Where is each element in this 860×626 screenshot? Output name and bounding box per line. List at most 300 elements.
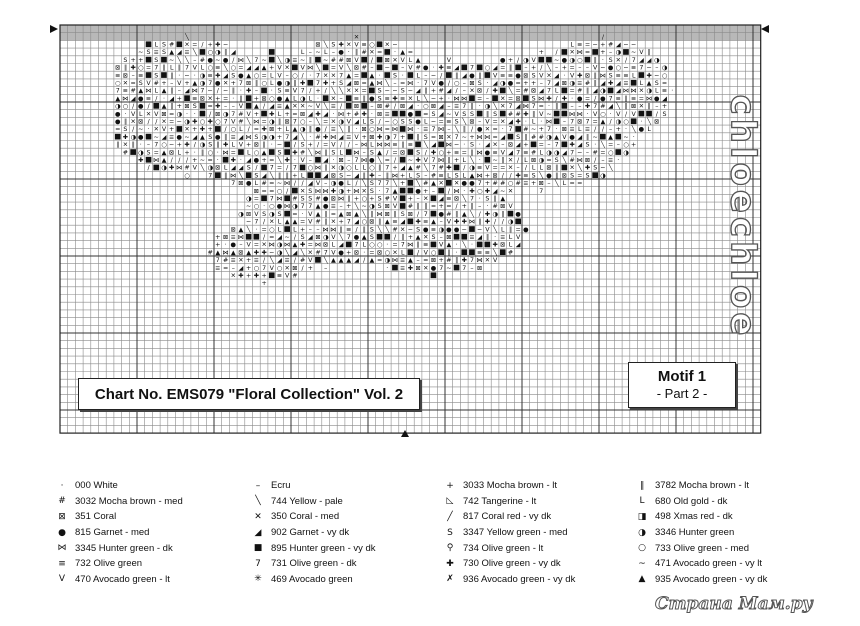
stitch-symbol: # <box>507 110 514 118</box>
stitch-symbol: ∥ <box>216 141 220 149</box>
stitch-symbol: / <box>555 49 558 57</box>
stitch-symbol: / <box>301 264 304 272</box>
stitch-symbol: – <box>308 118 312 126</box>
stitch-symbol: ◢ <box>338 133 344 141</box>
stitch-symbol: V <box>593 64 598 72</box>
stitch-solid <box>384 72 390 78</box>
stitch-symbol: ◑ <box>600 87 606 95</box>
stitch-symbol: ~ <box>215 56 221 64</box>
stitch-symbol: ✚ <box>584 103 591 111</box>
stitch-symbol: # <box>446 210 452 218</box>
stitch-symbol: ◑ <box>276 241 283 249</box>
stitch-symbol: ∥ <box>385 172 389 180</box>
stitch-symbol: S <box>369 118 374 126</box>
stitch-symbol: + <box>453 157 460 164</box>
stitch-symbol: + <box>330 80 337 87</box>
stitch-symbol: ◑ <box>176 110 183 118</box>
legend-symbol: ▲ <box>638 574 646 585</box>
stitch-symbol: 7 <box>469 64 475 72</box>
stitch-symbol: V <box>423 157 428 164</box>
stitch-symbol: = <box>430 203 437 211</box>
stitch-symbol: ≡ <box>215 264 221 272</box>
stitch-symbol: ≡ <box>400 264 406 272</box>
stitch-symbol: ≡ <box>523 172 529 180</box>
stitch-symbol: ╲ <box>385 226 390 234</box>
stitch-symbol: V <box>616 110 621 118</box>
stitch-symbol: ⋈ <box>322 226 329 234</box>
stitch-solid <box>346 242 352 248</box>
stitch-symbol: ∥ <box>455 210 459 218</box>
legend-symbol: ⋈ <box>57 543 67 554</box>
stitch-symbol: ⊠ <box>253 141 260 149</box>
stitch-symbol: S <box>154 72 159 80</box>
stitch-symbol: ◢ <box>515 141 521 149</box>
stitch-symbol: ▲ <box>400 49 406 57</box>
stitch-symbol: / <box>263 218 266 226</box>
stitch-symbol: – <box>339 203 343 211</box>
legend-label: 000 White <box>75 480 118 492</box>
stitch-symbol: ≡ <box>423 218 429 226</box>
stitch-symbol: ~ <box>407 87 414 95</box>
stitch-symbol: S <box>531 72 536 80</box>
stitch-symbol: ✕ <box>130 118 136 126</box>
stitch-symbol: ∥ <box>362 172 366 180</box>
stitch-symbol: ✚ <box>369 172 375 180</box>
stitch-symbol: # <box>500 180 506 188</box>
legend-item <box>634 556 767 572</box>
stitch-symbol: + <box>484 180 491 188</box>
stitch-symbol: = <box>592 118 598 126</box>
stitch-symbol: + <box>276 133 283 141</box>
stitch-symbol: ⋈ <box>322 187 329 195</box>
stitch-symbol: 7 <box>546 126 552 134</box>
stitch-symbol: # <box>315 218 321 226</box>
stitch-solid <box>631 80 637 86</box>
stitch-symbol: ▲ <box>284 218 290 226</box>
stitch-symbol: ◑ <box>615 49 622 57</box>
stitch-symbol: ▲ <box>284 95 290 103</box>
stitch-symbol: / <box>378 118 381 126</box>
stitch-symbol: ◢ <box>608 103 614 111</box>
stitch-symbol: ╲ <box>423 164 428 172</box>
stitch-symbol: / <box>470 126 474 134</box>
legend-item <box>250 540 376 556</box>
stitch-symbol: · <box>463 187 466 195</box>
stitch-symbol: L <box>462 172 467 180</box>
stitch-symbol: + <box>523 141 529 149</box>
stitch-symbol: ⊠ <box>115 64 121 72</box>
stitch-symbol: ▲ <box>554 133 560 141</box>
stitch-symbol: ✚ <box>253 249 260 257</box>
stitch-symbol: = <box>638 95 645 103</box>
stitch-symbol: ◢ <box>492 80 498 87</box>
stitch-symbol: V <box>331 249 336 257</box>
stitch-symbol: ● <box>415 118 421 126</box>
stitch-solid <box>215 126 221 132</box>
stitch-symbol: V <box>254 210 259 218</box>
stitch-symbol: V <box>446 218 452 226</box>
stitch-solid <box>523 95 529 101</box>
stitch-symbol: ✚ <box>430 149 437 157</box>
stitch-symbol: ≡ <box>446 195 452 203</box>
stitch-symbol: ✕ <box>284 264 290 272</box>
stitch-symbol: / <box>293 141 296 149</box>
stitch-symbol: / <box>517 56 520 64</box>
stitch-symbol: + <box>215 241 221 249</box>
stitch-symbol: ◢ <box>307 234 313 241</box>
stitch-symbol: / <box>355 226 358 234</box>
stitch-symbol: S <box>408 118 413 126</box>
center-marker-left <box>50 25 58 33</box>
center-marker-right <box>761 25 769 33</box>
stitch-symbol: ✚ <box>299 241 306 249</box>
stitch-symbol: ◑ <box>469 164 475 172</box>
stitch-symbol: ○ <box>215 118 221 126</box>
stitch-symbol: ∥ <box>123 118 127 126</box>
stitch-symbol: ○ <box>253 264 260 272</box>
stitch-symbol: ✚ <box>461 257 467 265</box>
stitch-symbol: L <box>508 241 513 249</box>
stitch-symbol: ∥ <box>277 118 282 126</box>
stitch-symbol: ╲ <box>454 126 459 134</box>
stitch-symbol: / <box>247 126 250 134</box>
stitch-symbol: S <box>369 149 374 157</box>
stitch-symbol: ◑ <box>384 257 391 265</box>
stitch-symbol: ◑ <box>338 187 344 195</box>
legend-symbol: # <box>58 496 66 507</box>
stitch-symbol: ◢ <box>354 172 359 180</box>
stitch-symbol: – <box>416 195 420 203</box>
stitch-symbol: ≡ <box>384 110 390 118</box>
stitch-symbol: ∥ <box>424 87 428 95</box>
stitch-symbol: ≡ <box>276 272 283 280</box>
stitch-symbol: 7 <box>285 133 290 141</box>
stitch-symbol: ● <box>607 64 614 72</box>
stitch-symbol: S <box>308 187 313 195</box>
stitch-symbol: S <box>208 133 213 141</box>
stitch-symbol: L <box>277 218 282 226</box>
stitch-symbol: – <box>609 49 613 57</box>
stitch-symbol: L <box>370 141 374 149</box>
stitch-symbol: ⋈ <box>576 49 583 57</box>
stitch-symbol: · <box>478 195 481 203</box>
stitch-symbol: 7 <box>223 118 228 126</box>
stitch-symbol: ⋈ <box>453 95 460 103</box>
legend-item <box>442 509 575 525</box>
stitch-solid <box>200 111 206 117</box>
legend-symbol: ○ <box>638 543 646 554</box>
stitch-symbol: S <box>277 210 282 218</box>
stitch-symbol: 7 <box>200 87 205 95</box>
stitch-symbol: V <box>485 118 490 126</box>
stitch-symbol: S <box>531 172 536 180</box>
stitch-symbol: ✚ <box>269 110 275 118</box>
stitch-symbol: – <box>601 157 605 164</box>
stitch-symbol: ⋈ <box>122 95 129 103</box>
stitch-symbol: 7 <box>554 141 559 149</box>
stitch-symbol: + <box>400 172 406 180</box>
stitch-symbol: ≡ <box>292 56 298 64</box>
stitch-symbol: ⊠ <box>430 257 437 265</box>
stitch-symbol: 7 <box>184 64 190 72</box>
stitch-symbol: + <box>407 234 414 241</box>
stitch-symbol: ≡ <box>492 149 498 157</box>
stitch-solid <box>377 65 383 71</box>
stitch-symbol: ≡ <box>215 64 221 72</box>
stitch-symbol: ╲ <box>547 64 551 72</box>
stitch-symbol: ◢ <box>492 64 498 72</box>
stitch-symbol: S <box>123 56 128 64</box>
stitch-symbol: = <box>569 180 575 188</box>
stitch-symbol: ∥ <box>593 56 597 64</box>
stitch-symbol: ✚ <box>646 72 652 80</box>
stitch-symbol: · <box>363 249 366 257</box>
stitch-symbol: ▲ <box>346 257 352 265</box>
stitch-symbol: = <box>584 41 591 49</box>
stitch-symbol: 7 <box>462 264 467 272</box>
stitch-symbol: = <box>207 157 213 164</box>
stitch-symbol: ● <box>222 56 229 64</box>
stitch-symbol: # <box>299 149 306 157</box>
stitch-symbol: · <box>470 241 474 249</box>
stitch-symbol: ~ <box>276 180 283 188</box>
stitch-symbol: ▲ <box>315 210 321 218</box>
stitch-symbol: ○ <box>507 180 514 188</box>
stitch-symbol: L <box>154 41 159 49</box>
stitch-solid <box>269 57 275 63</box>
stitch-symbol: ≡ <box>184 49 190 57</box>
stitch-symbol: ◢ <box>515 103 521 111</box>
stitch-symbol: ◢ <box>338 241 344 249</box>
stitch-symbol: + <box>538 126 544 134</box>
stitch-symbol: 7 <box>269 164 274 172</box>
stitch-symbol: ╲ <box>185 33 189 41</box>
stitch-solid <box>477 111 483 117</box>
stitch-symbol: V <box>146 80 151 87</box>
stitch-symbol: ⋈ <box>407 126 414 134</box>
stitch-symbol: ✕ <box>184 41 190 49</box>
stitch-symbol: ⊠ <box>515 95 521 103</box>
stitch-symbol: V <box>539 110 544 118</box>
chart-title-box <box>78 378 420 410</box>
stitch-symbol: ╲ <box>177 56 182 64</box>
stitch-symbol: ◢ <box>238 264 244 272</box>
stitch-symbol: ○ <box>600 110 606 118</box>
stitch-symbol: 7 <box>454 133 459 141</box>
stitch-symbol: ● <box>546 172 552 180</box>
stitch-symbol: / <box>555 95 558 103</box>
stitch-symbol: ◢ <box>230 49 236 57</box>
stitch-symbol: + <box>207 126 213 134</box>
stitch-symbol: ╲ <box>562 157 567 164</box>
stitch-symbol: ∥ <box>308 56 312 64</box>
stitch-symbol: # <box>261 180 267 188</box>
stitch-solid <box>408 72 414 78</box>
stitch-symbol: ▲ <box>246 72 252 80</box>
stitch-symbol: V <box>569 72 575 80</box>
stitch-symbol: V <box>277 64 282 72</box>
stitch-symbol: ⋈ <box>376 80 383 87</box>
stitch-symbol: V <box>400 56 405 64</box>
stitch-symbol: ⋈ <box>330 226 337 234</box>
stitch-solid <box>146 41 152 47</box>
legend-label: 470 Avocado green - lt <box>75 573 170 585</box>
stitch-symbol: ✕ <box>392 56 398 64</box>
stitch-symbol: + <box>253 95 260 103</box>
stitch-symbol: ≡ <box>423 126 429 134</box>
stitch-symbol: S <box>570 172 575 180</box>
stitch-symbol: ▲ <box>392 187 398 195</box>
stitch-symbol: / <box>440 72 443 80</box>
stitch-symbol: ▲ <box>384 218 390 226</box>
legend-symbol: L <box>639 496 645 507</box>
legend-label: 730 Olive green - vy dk <box>463 558 561 570</box>
stitch-symbol: ≡ <box>346 133 352 141</box>
stitch-symbol: ● <box>245 180 252 188</box>
stitch-solid <box>269 149 275 155</box>
stitch-symbol: ▲ <box>338 210 344 218</box>
stitch-symbol: · <box>609 110 612 118</box>
stitch-symbol: / <box>232 56 235 64</box>
stitch-solid <box>538 57 544 63</box>
stitch-symbol: ∥ <box>339 226 343 234</box>
legend-symbol: ~ <box>638 558 646 569</box>
stitch-solid <box>608 88 614 94</box>
stitch-symbol: L <box>277 110 282 118</box>
stitch-symbol: # <box>515 110 521 118</box>
stitch-symbol: ≡ <box>138 72 144 80</box>
stitch-symbol: – <box>547 141 551 149</box>
stitch-symbol: · <box>432 64 435 72</box>
stitch-symbol: ▲ <box>407 257 413 265</box>
stitch-symbol: S <box>470 141 474 149</box>
stitch-symbol: ∥ <box>231 87 235 95</box>
stitch-symbol: = <box>507 95 514 103</box>
stitch-symbol: ✕ <box>346 87 352 95</box>
legend-item <box>634 572 767 588</box>
legend-symbol: ◨ <box>637 511 647 522</box>
stitch-symbol: / <box>216 87 219 95</box>
stitch-symbol: / <box>417 249 420 257</box>
stitch-symbol: + <box>307 264 313 272</box>
stitch-symbol: ~ <box>407 157 414 164</box>
stitch-symbol: ≡ <box>507 72 514 80</box>
stitch-solid <box>515 65 521 71</box>
stitch-symbol: · <box>293 157 296 164</box>
stitch-symbol: ⊠ <box>315 41 321 49</box>
stitch-symbol: V <box>492 72 498 80</box>
legend-item <box>634 478 767 494</box>
stitch-symbol: / <box>370 56 373 64</box>
stitch-symbol: ✚ <box>607 80 614 87</box>
stitch-symbol: – <box>324 180 328 188</box>
stitch-symbol: ✕ <box>299 187 306 195</box>
stitch-symbol: ✚ <box>484 210 491 218</box>
stitch-symbol: ∥ <box>585 87 590 95</box>
stitch-symbol: ⋈ <box>276 195 283 203</box>
stitch-symbol: ◑ <box>261 133 267 141</box>
stitch-symbol: · <box>332 110 335 118</box>
stitch-symbol: ◢ <box>307 110 313 118</box>
stitch-symbol: + <box>315 87 321 95</box>
stitch-solid <box>562 88 568 94</box>
stitch-symbol: / <box>524 164 527 172</box>
stitch-symbol: S <box>477 80 482 87</box>
stitch-symbol: ○ <box>476 187 483 195</box>
stitch-symbol: ⋈ <box>314 241 322 249</box>
stitch-symbol: = <box>538 141 544 149</box>
stitch-symbol: ⋈ <box>438 126 445 134</box>
stitch-symbol: ✕ <box>292 103 298 111</box>
stitch-solid <box>146 57 152 63</box>
stitch-symbol: ✚ <box>415 218 421 226</box>
stitch-symbol: ✚ <box>222 141 229 149</box>
stitch-symbol: / <box>147 103 150 111</box>
stitch-symbol: ● <box>415 187 421 195</box>
stitch-symbol: ● <box>215 133 221 141</box>
stitch-symbol: ∥ <box>200 149 204 157</box>
stitch-symbol: · <box>547 103 551 111</box>
stitch-symbol: ⋈ <box>176 164 183 172</box>
stitch-symbol: 7 <box>315 80 321 87</box>
stitch-symbol: = <box>269 180 275 188</box>
stitch-symbol: = <box>323 118 329 126</box>
stitch-symbol: ⋈ <box>268 241 275 249</box>
stitch-symbol: = <box>276 164 283 172</box>
stitch-symbol: L <box>169 64 174 72</box>
stitch-symbol: = <box>261 72 267 80</box>
stitch-symbol: ≡ <box>615 95 621 103</box>
legend-item <box>54 478 183 494</box>
stitch-symbol: / <box>263 103 266 111</box>
stitch-symbol: · <box>455 241 458 249</box>
stitch-symbol: ╲ <box>362 180 367 188</box>
stitch-symbol: + <box>284 110 290 118</box>
stitch-solid <box>377 234 383 240</box>
stitch-symbol: = <box>423 110 429 118</box>
stitch-symbol: · <box>401 72 404 80</box>
stitch-symbol: ▲ <box>292 241 298 249</box>
stitch-symbol: L <box>408 56 413 64</box>
legend-label: 3345 Hunter green - dk <box>75 542 173 554</box>
stitch-symbol: # <box>584 80 591 87</box>
stitch-symbol: · <box>347 49 350 57</box>
stitch-symbol: / <box>324 87 327 95</box>
stitch-symbol: + <box>400 180 406 188</box>
stitch-symbol: + <box>600 49 606 57</box>
legend-symbol: ◑ <box>638 527 646 538</box>
stitch-symbol: 7 <box>570 118 575 126</box>
stitch-symbol: ∥ <box>624 103 628 111</box>
stitch-symbol: S <box>400 118 405 126</box>
stitch-symbol: S <box>470 110 474 118</box>
stitch-symbol: ≡ <box>484 249 491 257</box>
stitch-symbol: – <box>239 241 243 249</box>
stitch-symbol: ╲ <box>377 157 382 164</box>
stitch-symbol: ● <box>423 226 429 234</box>
stitch-symbol: ⊠ <box>384 56 390 64</box>
stitch-symbol: S <box>416 172 421 180</box>
stitch-symbol: ≡ <box>469 234 475 241</box>
stitch-symbol: # <box>292 272 298 280</box>
stitch-solid <box>477 65 483 71</box>
stitch-symbol: ✕ <box>423 234 429 241</box>
stitch-symbol: ◢ <box>277 234 282 241</box>
stitch-symbol: · <box>216 157 219 164</box>
stitch-symbol: ≡ <box>392 218 398 226</box>
stitch-symbol: ◢ <box>415 87 421 95</box>
legend-label: 744 Yellow - pale <box>271 495 343 507</box>
